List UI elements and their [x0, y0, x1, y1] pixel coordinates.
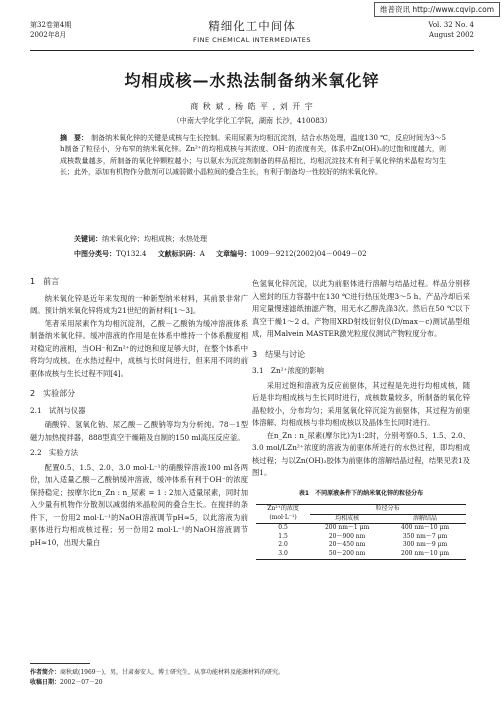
footnote — [30, 668, 284, 687]
paragraph: 硝酸锌、氢氧化钠、尿乙酸－乙酸钠等均为分析纯。78－1型磁力加热搅拌器，888型真空干燥箱及自制的150 ml高压反应釜。 — [30, 420, 248, 442]
author-bio — [30, 668, 284, 678]
paragraph: 配置0.5、1.5、2.0、3.0 mol·L⁻¹的硝酸锌溶液100 ml各两份，加入适量乙酸－乙酸钠缓冲溶液，缓冲体系有利于OH⁻的浓度保持稳定；按摩尔比n_Zn : n_尿素 = 1 : 2加入适量尿素，同时加入少量有机物作分散剂以减弱纳米晶粒间的叠合生长。在搅拌的条件下，一份用2 mol·L⁻¹的NaOH溶液调节pH≈5，以此溶液为前驱体进行均相成核过程；另一份用2 mol·L⁻¹的NaOH溶液调节pH≈10，出现大量白 — [30, 462, 248, 547]
abstract — [60, 133, 446, 179]
classification — [74, 249, 367, 259]
paragraph: 色氢氧化锌沉淀，以此为前驱体进行溶解与结晶过程。样品分别移入密封的压力容器中在130 ℃进行热压处理3～5 h。产品冷却后采用定量慢速滤纸抽滤产物，用无水乙醇洗涤3次。然后在50 ℃以下真空干燥1～2 d。产物用XRD射线衍射仪(D/max－c)测试晶型组成，用Malvein MASTER激光粒度仪测试产物粒度分布。 — [252, 279, 470, 338]
running-head — [30, 20, 474, 50]
watermark[interactable]: 维普资讯 http://www.cqvip.com — [374, 2, 500, 17]
table-header-unit: (mol·L⁻¹) — [256, 514, 309, 524]
table-cell: 400 nm～10 μm — [401, 524, 450, 532]
section-heading-results: 3 结果与讨论 — [252, 349, 306, 359]
volume-cn: 第32卷第4期 — [30, 21, 72, 29]
table-row — [256, 533, 465, 542]
clc-label: 中图分类号： — [74, 250, 116, 258]
article-title: 均相成核—水热法制备纳米氧化锌 — [124, 71, 380, 90]
section-heading-intro: 1 前言 — [30, 277, 60, 286]
received-label: 收稿日期： — [30, 678, 61, 686]
header-rule — [30, 50, 474, 51]
affiliation: （中南大学化学化工学院，湖南 长沙，410083） — [172, 116, 332, 125]
table-cell: 2.0 — [278, 541, 288, 549]
table-row — [256, 541, 465, 550]
paragraph: 采用过饱和溶液为反应前驱体，其过程是先进行均相成核，随后是非均相成核与生长同时进行，成核数量较多，所制备的氧化锌晶粒较小，分布均匀；采用氢氧化锌沉淀为前驱体，其过程为前驱体溶解、均相成核与非均相成核以及晶体生长同时进行。 — [252, 380, 470, 427]
table-cell: 3.0 — [256, 550, 309, 559]
table-cell: 200 nm～10 μm — [384, 550, 465, 559]
subsection-heading-reagents: 2.1 试剂与仪器 — [30, 405, 86, 415]
table-header-size: 粒径分布 — [310, 505, 466, 515]
section-heading-experimental: 2 实验部分 — [30, 389, 76, 398]
article-id-label: 文章编号： — [215, 250, 251, 258]
keywords-text: 纳米氧化锌；均相成核；水热处理 — [102, 235, 207, 243]
table-cell: 350 nm～7 μm — [402, 532, 448, 540]
table-cell: 20～450 nm — [328, 541, 366, 549]
author-bio-label: 作者简介： — [30, 669, 61, 676]
subsection-heading-method: 2.2 实验方法 — [30, 448, 79, 457]
doc-code-value: A — [199, 250, 205, 258]
table-cell: 20～900 nm — [328, 532, 366, 540]
table-row — [256, 524, 465, 533]
table-cell: 300 nm～9 μm — [402, 541, 448, 549]
volume-en: Vol. 32 No. 4 — [428, 21, 474, 29]
table-row — [256, 550, 465, 559]
journal-name-en: FINE CHEMICAL INTERMEDIATES — [192, 36, 312, 44]
clc-value: TQ132.4 — [116, 250, 147, 258]
header-right — [428, 20, 474, 40]
right-column — [252, 278, 470, 560]
article-id-value: 1009－9212(2002)04－0049－02 — [250, 250, 367, 258]
table-caption: 表1 不同原液条件下的纳米氧化锌的粒径分布 — [298, 489, 424, 497]
table-cell: 1.5 — [278, 532, 288, 540]
left-column — [30, 268, 248, 549]
table-cell: 50～200 nm — [310, 550, 385, 559]
abstract-label: 摘 要： — [60, 134, 89, 142]
authors: 商 秋 斌 , 杨 皓 平 , 刘 开 宇 — [190, 102, 314, 111]
subsection-heading-zn-concentration: 3.1 Zn²⁺浓度的影响 — [252, 366, 324, 375]
table-cell: 200 nm～1 μm — [324, 524, 370, 532]
particle-size-table — [256, 504, 465, 560]
table-header-homogeneous: 均相成核 — [310, 514, 385, 524]
paragraph: 在n_Zn : n_尿素(摩尔比)为1:2时，分别考察0.5、1.5、2.0、3.0 mol/LZn²⁺浓度的溶液为前驱体所进行的水热过程，即均相成核过程；与以Zn(OH)₂胶体为前驱体的溶解结晶过程，结果见表1及图1。 — [252, 430, 470, 477]
doc-code-label: 文献标识码： — [157, 250, 200, 258]
received-date — [30, 678, 284, 688]
date-en: August 2002 — [429, 31, 474, 39]
date-cn: 2002年8月 — [30, 31, 67, 39]
table-header-concentration: Zn²⁺的浓度 — [256, 505, 309, 515]
received-value: 2002－07－20 — [60, 678, 103, 686]
paragraph: 纳米氧化锌是近年来发现的一种新型纳米材料，其前景非常广阔。预计纳米氧化锌将成为21世纪的新材料[1～3]。 — [30, 293, 248, 315]
author-bio-text: 商秋斌(1969－)，男，甘肃秦安人，博士研究生，从事功能材料及能源材料的研究。 — [60, 669, 284, 676]
table-header-dissolution: 溶解结晶 — [384, 514, 465, 524]
journal-name — [30, 18, 474, 44]
keywords — [74, 234, 207, 244]
journal-name-cn: 精细化工中间体 — [208, 19, 296, 33]
keywords-label: 关键词： — [74, 235, 102, 243]
paragraph: 笔者采用尿素作为均相沉淀剂，乙酸－乙酸钠为缓冲溶液体系制备纳米氧化锌。缓冲溶液的作用是在体系中维持一个体系酸度相对稳定的液相，当OH⁻和Zn²⁺的过饱和度足够大时，在整个体系中将均匀成核。在水热过程中，成核与长时间进行，但来用不同的前驱体成核与生长过程不同[4]。 — [30, 318, 248, 378]
table-cell: 0.5 — [278, 524, 288, 532]
footnote-rule — [30, 663, 90, 664]
abstract-text: 制备纳米氧化锌的关键是成核与生长控制。采用尿素为均相沉淀剂，结合水热处理，温度130 ℃，反应时间为3～5 h制备了粒径小，分布窄的纳米氧化锌。Zn²⁺的均相成核与其浓度、OH⁻的浓度有关，体系中Zn(OH)₂的过饱和度越大，则成核数量越多，所制备的氧化锌颗粒越小；与以氨水为沉淀剂制备的样品相比，均相沉淀技术有利于氧化锌纳米晶粒均匀生长；此外，添加有机物作分散剂可以减弱微小晶粒间的叠合生长，有利于制备均一性较好的纳米氧化锌。 — [60, 134, 447, 177]
